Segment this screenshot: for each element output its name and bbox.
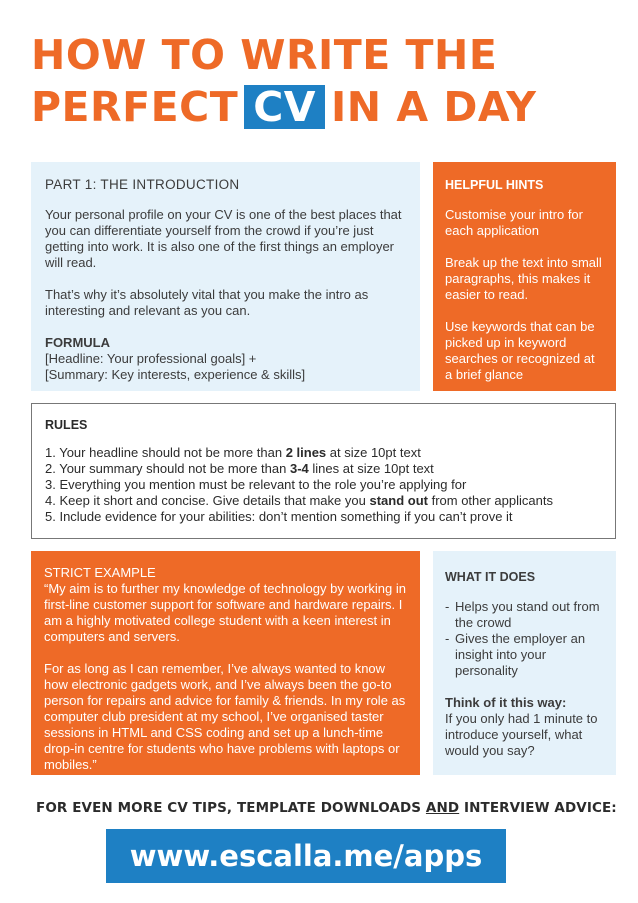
footer-tagline: FOR EVEN MORE CV TIPS, TEMPLATE DOWNLOADS AND INTERVIEW ADVICE: bbox=[36, 800, 617, 816]
helpful-hints-panel bbox=[433, 162, 616, 391]
what-it-does-heading: WHAT IT DOES bbox=[445, 570, 536, 584]
rules-heading: RULES bbox=[45, 418, 88, 432]
title-in-a-day: IN A DAY bbox=[331, 83, 537, 131]
intro-heading: PART 1: THE INTRODUCTION bbox=[45, 177, 240, 192]
rule-1: 1. Your headline should not be more than 2 lines at size 10pt text bbox=[45, 445, 421, 460]
rules-panel bbox=[31, 403, 616, 539]
rule-3: 3. Everything you mention must be relevant to the role you’re applying for bbox=[45, 477, 467, 492]
website-link[interactable]: www.escalla.me/apps bbox=[106, 829, 506, 883]
hints-heading: HELPFUL HINTS bbox=[445, 178, 544, 192]
page-title-line-1: HOW TO WRITE THE bbox=[31, 31, 498, 79]
hint-item: Break up the text into small paragraphs, this makes it easier to read. bbox=[445, 255, 602, 302]
hint-item: Use keywords that can be picked up in keyword searches or recognized at a brief glance bbox=[445, 319, 595, 382]
intro-paragraph-1: Your personal profile on your CV is one of the best places that you can differentiate yourself from the crowd if you’re just getting into work. It is also one of the first things an employer will read. bbox=[45, 207, 402, 270]
formula-line-2: [Summary: Key interests, experience & skills] bbox=[45, 367, 306, 382]
intro-paragraph-2: That’s why it’s absolutely vital that you make the intro as interesting and relevant as you can. bbox=[45, 287, 369, 318]
rule-2: 2. Your summary should not be more than 3-4 lines at size 10pt text bbox=[45, 461, 434, 476]
title-perfect: PERFECT bbox=[31, 83, 239, 131]
example-paragraph-1: “My aim is to further my knowledge of technology by working in first-line customer support for software and hardware repairs. I am a highly motivated college student with a keen interest in computers and servers. bbox=[44, 581, 406, 644]
example-paragraph-2: For as long as I can remember, I’ve always wanted to know how electronic gadgets work, and I’ve always been the go-to person for repairs and advice for family & friends. In my role as computer club president at my school, I’ve organised taster sessions in HTML and CSS coding and set up a lunch-time drop-in centre for students who have problems with laptops or mobiles.” bbox=[44, 661, 406, 772]
title-cv-highlight: CV bbox=[244, 85, 325, 129]
rule-5: 5. Include evidence for your abilities: don’t mention something if you can’t prove it bbox=[45, 509, 513, 524]
what-it-does-item: - Helps you stand out from the crowd bbox=[445, 599, 600, 630]
think-text: If you only had 1 minute to introduce yourself, what would you say? bbox=[445, 711, 598, 758]
what-it-does-item: - Gives the employer an insight into your personality bbox=[445, 631, 586, 678]
what-it-does-panel bbox=[433, 551, 616, 775]
hint-item: Customise your intro for each application bbox=[445, 207, 583, 238]
formula-label: FORMULA bbox=[45, 335, 110, 350]
example-heading: STRICT EXAMPLE bbox=[44, 565, 156, 580]
intro-panel bbox=[31, 162, 420, 391]
think-label: Think of it this way: bbox=[445, 695, 567, 710]
rule-4: 4. Keep it short and concise. Give details that make you stand out from other applicants bbox=[45, 493, 553, 508]
strict-example-panel bbox=[31, 551, 420, 775]
page-title-line-2 bbox=[31, 84, 536, 130]
formula-line-1: [Headline: Your professional goals] + bbox=[45, 351, 257, 366]
